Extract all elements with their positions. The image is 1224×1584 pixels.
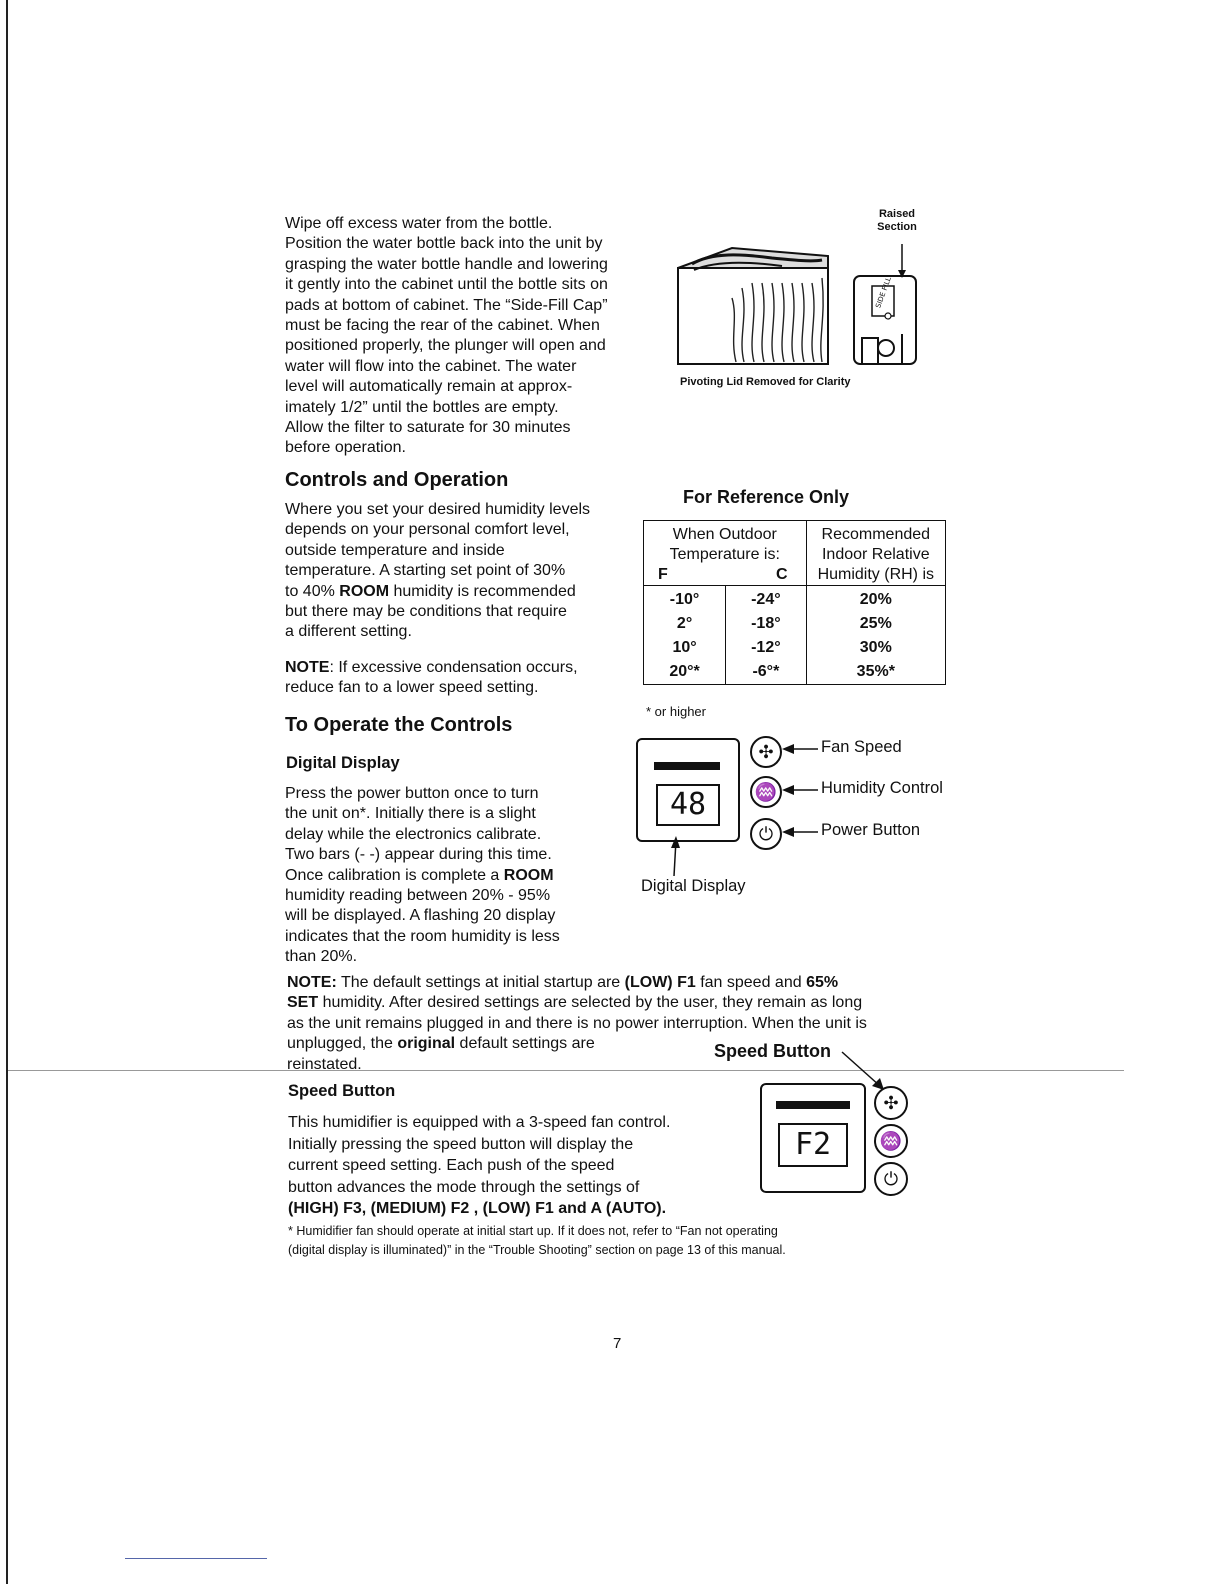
digital-display-arrow [660,836,690,880]
brand-logo-bar [654,762,720,770]
header-text: Humidity (RH) is [817,566,935,583]
operate-line: Two bars (- -) appear during this time. [285,846,552,864]
fan-speed-button[interactable] [750,736,782,768]
speed-lcd-readout: F2 [778,1123,848,1167]
humidity-header-cell [806,521,945,586]
bold-run: 65% [806,974,839,991]
table-cell: 2° [676,615,693,632]
note-label: NOTE: [287,974,337,991]
speed-line: This humidifier is equipped with a 3-speed fan control. [288,1114,671,1131]
controls-line: but there may be conditions that require [285,603,567,621]
table-cell: -18° [751,615,781,632]
bold-run: (LOW) F1 [624,974,696,991]
text-run: default settings are [455,1035,595,1053]
operate-line: than 20%. [285,948,358,966]
operate-line: the unit on*. Initially there is a slight [285,805,536,823]
power-icon: ⏻ [758,824,774,844]
operate-line: will be displayed. A flashing 20 display [285,907,556,925]
text-run: Once calibration is complete a [285,866,504,884]
intro-line: before operation. [285,439,406,457]
header-text: Temperature is: [669,546,780,563]
intro-line: Position the water bottle back into the unit by [285,235,603,253]
intro-line: Allow the filter to saturate for 30 minutes [285,419,571,437]
intro-line: imately 1/2” until the bottles are empty. [285,398,559,416]
power-icon: ⏻ [883,1169,899,1189]
scan-edge-mark [125,1558,267,1559]
table-cell: 30% [859,639,892,656]
bold-run: ROOM [339,582,390,600]
operate-heading: To Operate the Controls [285,714,513,736]
celsius-column [726,586,806,685]
humidity-control-button[interactable] [750,776,782,808]
control-panel-display [636,738,740,842]
table-cell: 10° [672,639,697,656]
table-cell: 20°* [669,663,700,680]
table-cell: 20% [859,591,892,608]
intro-line: must be facing the rear of the cabinet. When [285,317,600,335]
speed-humidity-button[interactable] [874,1124,908,1158]
digital-display-label: Digital Display [641,877,746,895]
controls-heading: Controls and Operation [285,469,509,491]
figure1-caption: Pivoting Lid Removed for Clarity [680,376,851,388]
table-footnote: * or higher [646,704,706,719]
controls-line: temperature. A starting set point of 30% [285,562,566,580]
header-text: When Outdoor [672,526,777,543]
raised-label-line: Section [877,221,917,233]
page-number: 7 [613,1335,622,1352]
table-cell: -6°* [752,663,780,680]
speed-fan-button[interactable] [874,1086,908,1120]
controls-line [285,582,640,602]
fan-icon: ✣ [758,742,774,762]
scan-left-border [6,0,8,1584]
note-line [285,658,640,678]
droplet-icon: ♒ [754,782,778,802]
controls-line: depends on your personal comfort level, [285,521,570,539]
speed-button-subheading: Speed Button [288,1082,396,1100]
reference-heading: For Reference Only [683,487,850,507]
controls-line: a different setting. [285,623,412,641]
text-run: humidity. After desired settings are selected by the user, they remain as long [318,994,863,1012]
text-run: : If excessive condensation occurs, [329,659,578,676]
speed-power-button[interactable] [874,1162,908,1196]
operate-line [285,866,625,886]
controls-paragraph [285,500,640,643]
callout-arrows [780,740,820,840]
intro-line: pads at bottom of cabinet. The “Side-Fill Cap” [285,296,608,314]
outdoor-header-cell [644,521,807,586]
text-run: to 40% [285,582,340,600]
header-text: Indoor Relative [821,546,930,563]
lcd-readout: 48 [656,784,720,826]
bold-run: ROOM [503,866,554,884]
reference-table [643,520,946,685]
text-run: The default settings at initial startup are [336,974,625,991]
power-button[interactable] [750,818,782,850]
operate-line: humidity reading between 20% - 95% [285,887,551,905]
digital-display-subheading: Digital Display [286,754,400,772]
operate-line: delay while the electronics calibrate. [285,825,542,843]
table-header-row [644,521,946,586]
intro-line: Wipe off excess water from the bottle. [285,215,553,232]
table-cell: 35%* [856,663,895,680]
fan-speed-label: Fan Speed [821,738,902,756]
raised-label-line: Raised [878,208,916,220]
table-cell: -24° [751,591,781,608]
fahrenheit-label: F [658,566,668,583]
operate-line: Press the power button once to turn [285,785,539,802]
page-footnote [288,1222,948,1260]
note-label: NOTE [285,659,330,676]
unit-row [650,565,800,585]
note2-line: as the unit remains plugged in and there is no power interruption. When the unit is [287,1014,867,1032]
header-text: Recommended [821,526,931,543]
table-cell: 25% [859,615,892,632]
humidity-column [806,586,945,685]
side-fill-cap-label: SIDE FILL [874,275,893,310]
note2-line [287,973,937,993]
controls-line: Where you set your desired humidity levels [285,501,591,518]
speed-line: (HIGH) F3, (MEDIUM) F2 , (LOW) F1 and A (AUTO). [288,1200,667,1217]
intro-paragraph [285,214,655,459]
intro-line: positioned properly, the plunger will open and [285,337,606,355]
intro-line: level will automatically remain at approx- [285,378,573,396]
raised-section-label [872,208,922,234]
controls-line: outside temperature and inside [285,541,505,559]
humidity-control-label: Humidity Control [821,779,943,797]
table-body-row [644,586,946,685]
intro-line: water will flow into the cabinet. The water [285,357,577,375]
note2-line [287,993,937,1013]
note2-line: reinstated. [287,1055,362,1073]
table-cell: -10° [669,591,700,608]
operate-line: indicates that the room humidity is less [285,927,560,945]
operate-paragraph [285,784,625,968]
intro-line: it gently into the cabinet until the bottle sits on [285,276,608,294]
speed-control-panel [760,1083,866,1193]
speed-line: button advances the mode through the settings of [288,1178,640,1196]
humidifier-illustration [672,238,932,368]
footnote-line: * Humidifier fan should operate at initial start up. If it does not, refer to “Fan not operating [288,1224,778,1238]
text-run: humidity is recommended [389,582,576,600]
text-run: unplugged, the [287,1035,398,1053]
bold-run: SET [287,994,319,1012]
speed-line: Initially pressing the speed button will display the [288,1135,634,1153]
power-button-label: Power Button [821,821,921,839]
brand-logo-bar [776,1101,850,1109]
footnote-line: (digital display is illuminated)” in the “Trouble Shooting” section on page 13 of this manual. [288,1243,786,1257]
table-cell: -12° [751,639,781,656]
celsius-label: C [776,566,788,583]
speed-button-callout: Speed Button [714,1041,831,1061]
intro-line: grasping the water bottle handle and lowering [285,255,608,273]
droplet-icon: ♒ [879,1131,903,1151]
speed-paragraph [288,1112,758,1220]
text-run: fan speed and [695,974,807,991]
speed-line: current speed setting. Each push of the speed [288,1157,615,1174]
controls-note [285,658,640,699]
bold-run: original [397,1035,456,1053]
fahrenheit-column [644,586,726,685]
fan-icon: ✣ [883,1093,899,1113]
note-line: reduce fan to a lower speed setting. [285,679,539,697]
